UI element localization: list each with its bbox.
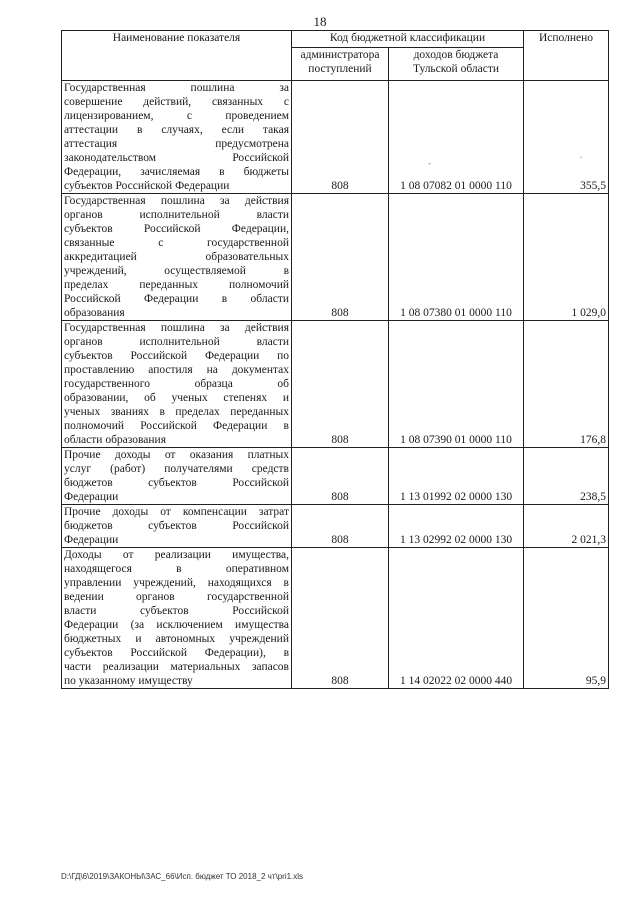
row-name-line: законодательством Российской — [64, 152, 289, 164]
row-name — [62, 448, 292, 505]
row-name-line: субъектов Российской Федерации по — [64, 350, 289, 362]
row-revenue-code: 1 14 02022 02 0000 440 — [389, 548, 524, 689]
row-admin-code: 808 — [292, 548, 389, 689]
row-name-line: лицензированием, с проведением — [64, 110, 289, 122]
row-admin-code: 808 — [292, 448, 389, 505]
row-revenue-code: 1 08 07082 01 0000 110 — [389, 81, 524, 194]
row-amount: 1 029,0 — [524, 194, 609, 321]
row-name — [62, 321, 292, 448]
row-admin-code: 808 — [292, 194, 389, 321]
header-executed: Исполнено — [524, 31, 609, 81]
row-name-line: услуг (работ) получателями средств — [64, 463, 289, 475]
row-name-line: бюджетных и автономных учреждений — [64, 633, 289, 645]
row-name-line: учреждений, осуществляемой в — [64, 265, 289, 277]
row-name-line: Российской Федерации в области — [64, 293, 289, 305]
row-name-line: бюджетов субъектов Российской — [64, 477, 289, 489]
row-name-line: ведении органов государственной — [64, 591, 289, 603]
row-name-line: государственного образца об — [64, 378, 289, 390]
row-name — [62, 81, 292, 194]
row-name-line: Федерации (за исключением имущества — [64, 619, 289, 631]
row-name-line: пределах переданных полномочий — [64, 279, 289, 291]
row-amount: 2 021,3 — [524, 505, 609, 548]
row-revenue-code: 1 08 07380 01 0000 110 — [389, 194, 524, 321]
row-name-line: части реализации материальных запасов — [64, 661, 289, 673]
budget-table — [61, 30, 609, 689]
row-name-line: по указанному имуществу — [64, 675, 193, 687]
row-name-line: Доходы от реализации имущества, — [64, 549, 289, 561]
row-name — [62, 194, 292, 321]
scan-speck: - — [428, 158, 431, 168]
row-name-line: Федерации — [64, 491, 119, 503]
row-name-line: ученых званиях в пределах переданных — [64, 406, 289, 418]
row-name-line: Прочие доходы от компенсации затрат — [64, 506, 289, 518]
row-name-line: Государственная пошлина за — [64, 82, 289, 94]
row-name-line: образовании, об ученых степенях и — [64, 392, 289, 404]
row-name-line: Государственная пошлина за действия — [64, 195, 289, 207]
table-row — [62, 448, 609, 505]
row-name — [62, 548, 292, 689]
row-name-line: совершение действий, связанных с — [64, 96, 289, 108]
row-admin-code: 808 — [292, 321, 389, 448]
row-name-line: аттестация предусмотрена — [64, 138, 289, 150]
row-name-line: власти субъектов Российской — [64, 605, 289, 617]
table-row — [62, 194, 609, 321]
row-name-line: аттестации в случаях, если такая — [64, 124, 289, 136]
row-name-line: субъектов Российской Федерации — [64, 180, 230, 192]
row-name-line: Федерации — [64, 534, 119, 546]
row-name-line: связанные с государственной — [64, 237, 289, 249]
table-row — [62, 505, 609, 548]
header-code-group: Код бюджетной классификации — [292, 31, 524, 48]
row-revenue-code: 1 08 07390 01 0000 110 — [389, 321, 524, 448]
row-name-line: аккредитацией образовательных — [64, 251, 289, 263]
row-name-line: находящегося в оперативном — [64, 563, 289, 575]
row-revenue-code: 1 13 02992 02 0000 130 — [389, 505, 524, 548]
row-name — [62, 505, 292, 548]
row-name-line: субъектов Российской Федерации), в — [64, 647, 289, 659]
header-revenue: доходов бюджета Тульской области — [389, 48, 524, 81]
row-admin-code: 808 — [292, 505, 389, 548]
header-name: Наименование показателя — [62, 31, 292, 81]
scan-speck: . — [580, 150, 583, 160]
row-name-line: бюджетов субъектов Российской — [64, 520, 289, 532]
row-name-line: органов исполнительной власти — [64, 336, 289, 348]
header-admin: администратора поступлений — [292, 48, 389, 81]
row-name-line: Прочие доходы от оказания платных — [64, 449, 289, 461]
row-name-line: Федерации, зачисляемая в бюджеты — [64, 166, 289, 178]
row-name-line: Государственная пошлина за действия — [64, 322, 289, 334]
row-amount: 95,9 — [524, 548, 609, 689]
row-revenue-code: 1 13 01992 02 0000 130 — [389, 448, 524, 505]
row-amount: 238,5 — [524, 448, 609, 505]
page-number: 18 — [313, 14, 327, 29]
footer-file-path: D:\ГД\6\2019\ЗАКОНЫ\ЗАС_66\Исп. бюджет ТО 2018_2 чт\pri1.xls — [61, 872, 304, 881]
table-row — [62, 321, 609, 448]
row-name-line: полномочий Российской Федерации в — [64, 420, 289, 432]
row-name-line: органов исполнительной власти — [64, 209, 289, 221]
row-name-line: проставлению апостиля на документах — [64, 364, 289, 376]
table-row — [62, 81, 609, 194]
row-amount: 355,5 — [524, 81, 609, 194]
row-name-line: области образования — [64, 434, 166, 446]
table-row — [62, 548, 609, 689]
row-amount: 176,8 — [524, 321, 609, 448]
row-name-line: управлении учреждений, находящихся в — [64, 577, 289, 589]
row-name-line: образования — [64, 307, 125, 319]
row-name-line: субъектов Российской Федерации, — [64, 223, 289, 235]
row-admin-code: 808 — [292, 81, 389, 194]
